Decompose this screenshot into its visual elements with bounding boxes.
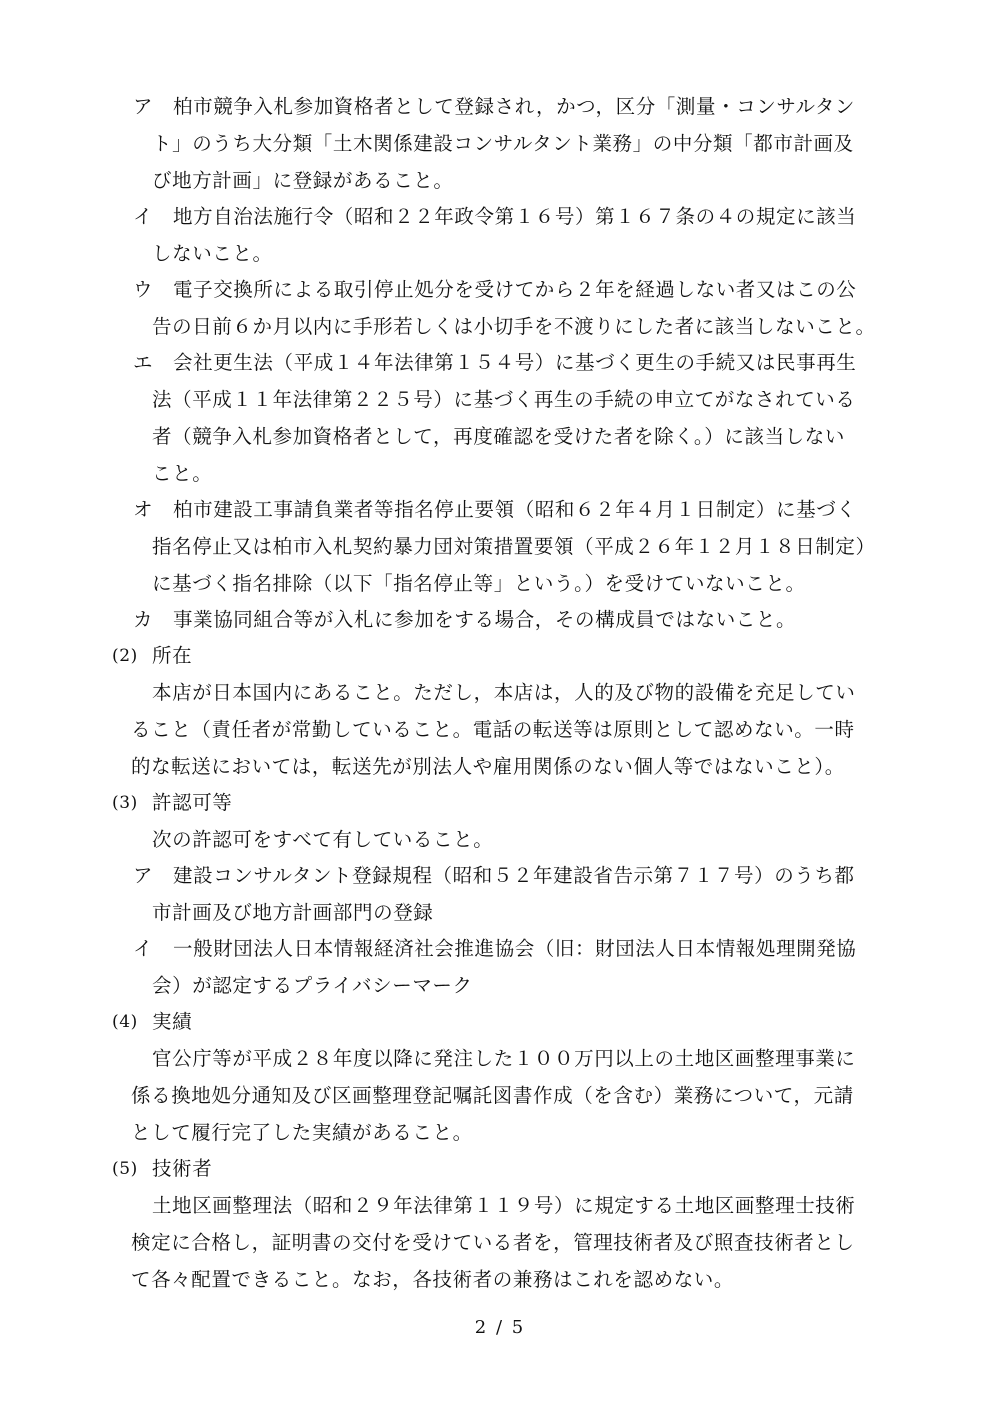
item-marker: エ xyxy=(133,351,154,374)
section-body-line: 次の許認可をすべて有していること。 xyxy=(152,828,494,851)
item-text-line: 柏市建設工事請負業者等指名停止要領（昭和６２年４月１日制定）に基づく xyxy=(173,498,857,521)
page-separator: / xyxy=(495,1317,505,1338)
item-text-line: 建設コンサルタント登録規程（昭和５２年建設省告示第７１７号）のうち都 xyxy=(173,864,855,887)
item-text-line: 法（平成１１年法律第２２５号）に基づく再生の手続の申立てがなされている xyxy=(152,388,856,411)
section-title: 所在 xyxy=(152,644,193,667)
section-body-line: 的な転送においては，転送先が別法人や雇用関係のない個人等ではないこと）。 xyxy=(131,755,845,778)
item-text-line: 電子交換所による取引停止処分を受けてから２年を経過しない者又はこの公 xyxy=(173,278,857,301)
item-text-line: 事業協同組合等が入札に参加をする場合，その構成員ではないこと。 xyxy=(173,608,797,631)
item-text-line: 会）が認定するプライバシーマーク xyxy=(152,974,473,997)
item-text-line: 一般財団法人日本情報経済社会推進協会（旧：財団法人日本情報処理開発協 xyxy=(173,937,857,960)
item-marker: ウ xyxy=(133,278,154,301)
item-text-line: び地方計画」に登録があること。 xyxy=(152,169,454,192)
item-text-line: こと。 xyxy=(152,462,213,485)
item-text-line: に基づく指名排除（以下「指名停止等」という。）を受けていないこと。 xyxy=(152,572,806,595)
item-text-line: 地方自治法施行令（昭和２２年政令第１６号）第１６７条の４の規定に該当 xyxy=(173,205,857,228)
section-number: (2) xyxy=(112,646,138,666)
section-body-line: として履行完了した実績があること。 xyxy=(131,1121,473,1144)
item-text-line: しないこと。 xyxy=(152,242,273,265)
section-body-line: 検定に合格し，証明書の交付を受けている者を，管理技術者及び照査技術者とし xyxy=(131,1231,855,1254)
page-total: 5 xyxy=(511,1317,526,1338)
section-number: (3) xyxy=(112,793,138,813)
section-body-line: て各々配置できること。なお，各技術者の兼務はこれを認めない。 xyxy=(131,1268,735,1291)
item-marker: カ xyxy=(133,608,154,631)
item-marker: ア xyxy=(133,95,154,118)
page-number xyxy=(0,1316,1000,1340)
item-text-line: 会社更生法（平成１４年法律第１５４号）に基づく更生の手続又は民事再生 xyxy=(173,351,857,374)
section-body-line: ること（責任者が常勤していること。電話の転送等は原則として認めない。一時 xyxy=(131,718,855,741)
item-text-line: 柏市競争入札参加資格者として登録され，かつ，区分「測量・コンサルタン xyxy=(173,95,856,118)
item-marker: ア xyxy=(133,864,154,887)
item-text-line: ト」のうち大分類「土木関係建設コンサルタント業務」の中分類「都市計画及 xyxy=(152,132,854,155)
page-current: 2 xyxy=(474,1317,489,1338)
item-text-line: 指名停止又は柏市入札契約暴力団対策措置要領（平成２６年１２月１８日制定） xyxy=(152,535,876,558)
item-text-line: 市計画及び地方計画部門の登録 xyxy=(152,901,434,924)
item-marker: イ xyxy=(133,937,154,960)
section-body-line: 官公庁等が平成２８年度以降に発注した１００万円以上の土地区画整理事業に xyxy=(152,1047,856,1070)
item-marker: イ xyxy=(133,205,154,228)
section-body-line: 本店が日本国内にあること。ただし，本店は，人的及び物的設備を充足してい xyxy=(152,681,856,704)
section-body-line: 土地区画整理法（昭和２９年法律第１１９号）に規定する土地区画整理士技術 xyxy=(152,1194,856,1217)
section-number: (4) xyxy=(112,1012,138,1032)
section-title: 許認可等 xyxy=(152,791,233,814)
section-body-line: 係る換地処分通知及び区画整理登記嘱託図書作成（を含む）業務について，元請 xyxy=(131,1084,854,1107)
item-marker: オ xyxy=(133,498,154,521)
item-text-line: 告の日前６か月以内に手形若しくは小切手を不渡りにした者に該当しないこと。 xyxy=(152,315,876,338)
section-title: 技術者 xyxy=(152,1157,213,1180)
section-title: 実績 xyxy=(152,1010,193,1033)
section-number: (5) xyxy=(112,1159,138,1179)
item-text-line: 者（競争入札参加資格者として，再度確認を受けた者を除く。）に該当しない xyxy=(152,425,845,448)
